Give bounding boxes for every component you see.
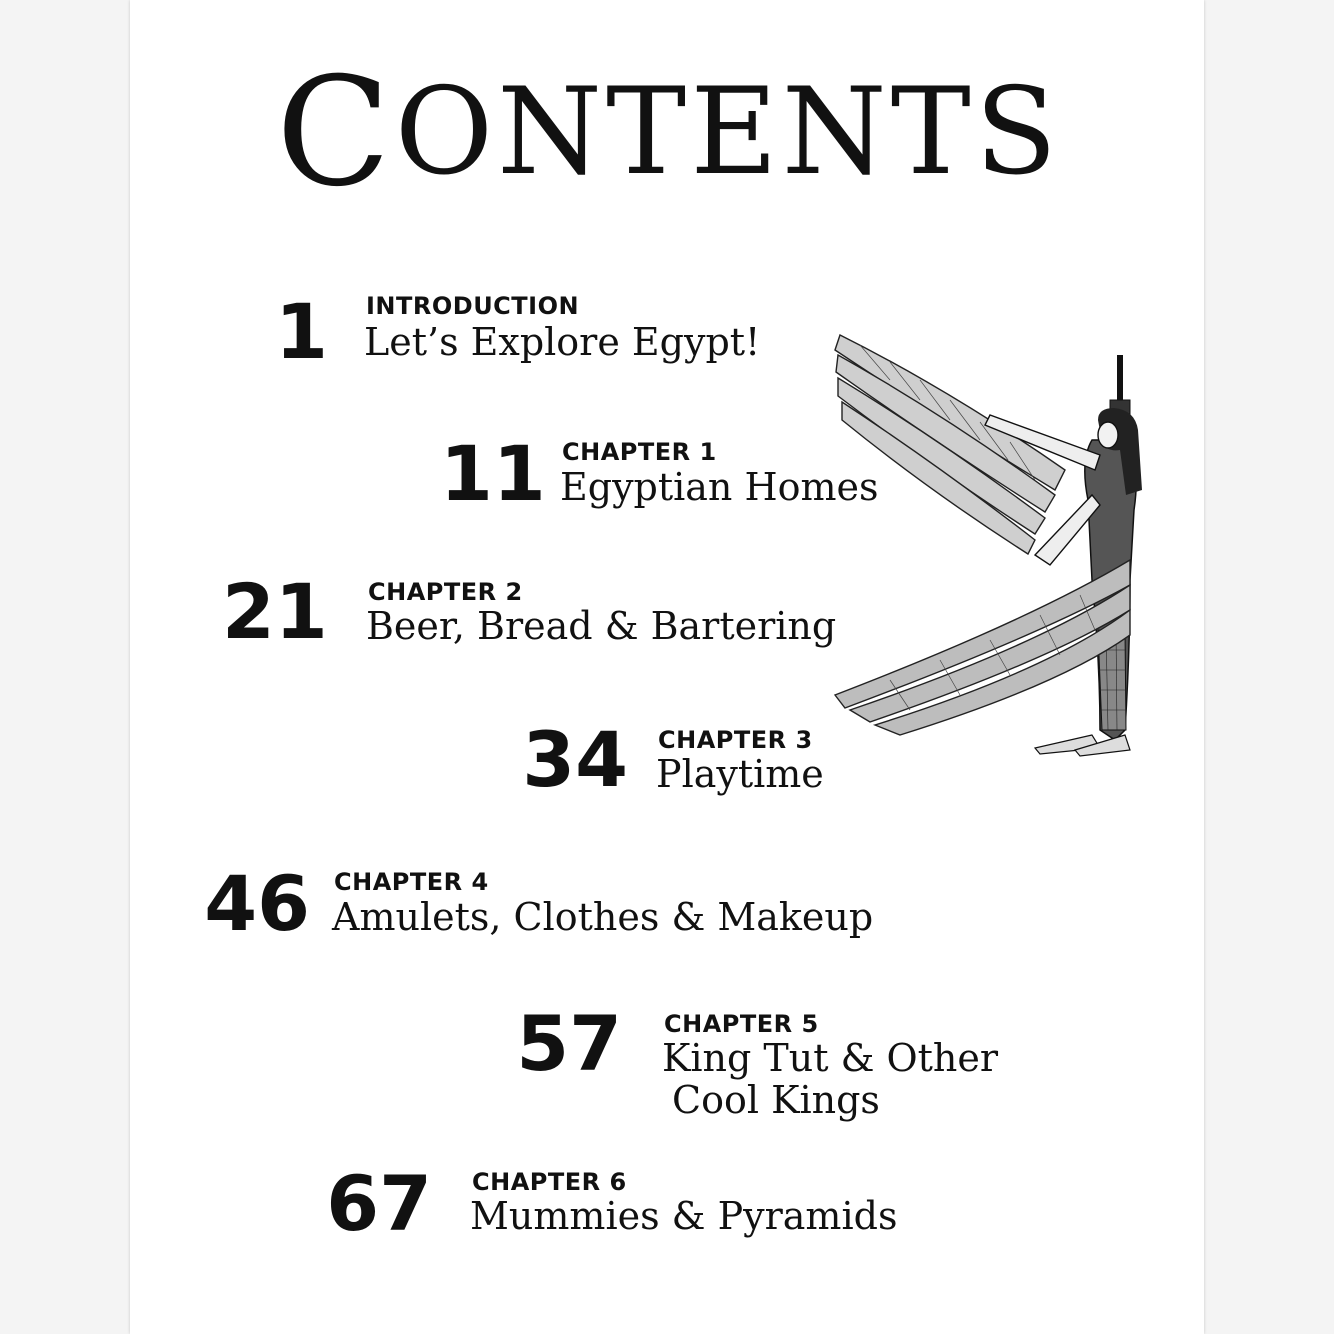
- chapter-title: Beer, Bread & Bartering: [366, 604, 837, 648]
- chapter-title: Mummies & Pyramids: [470, 1194, 898, 1238]
- page-number: 46: [192, 866, 310, 942]
- page-number: 34: [516, 722, 628, 798]
- chapter-label: CHAPTER 6: [472, 1168, 627, 1196]
- page-number: 21: [222, 567, 328, 656]
- page-number: 11: [440, 429, 546, 518]
- chapter-title-line-2: Cool Kings: [672, 1078, 880, 1122]
- chapter-label: INTRODUCTION: [366, 292, 580, 320]
- chapter-title: Amulets, Clothes & Makeup: [332, 895, 874, 939]
- chapter-title: Egyptian Homes: [560, 465, 879, 509]
- chapter-title: Playtime: [656, 752, 824, 796]
- chapter-label: CHAPTER 5: [664, 1010, 819, 1038]
- page-title: [276, 46, 1062, 220]
- chapter-label: CHAPTER 2: [368, 578, 523, 606]
- page-number: 67: [320, 1166, 432, 1242]
- chapter-label: CHAPTER 3: [658, 726, 813, 754]
- chapter-title: Let’s Explore Egypt!: [364, 320, 761, 364]
- chapter-label: CHAPTER 4: [334, 868, 489, 896]
- winged-goddess-isis-icon: [830, 330, 1160, 760]
- title-first-letter: C: [276, 46, 391, 220]
- page-number: 57: [516, 999, 622, 1088]
- page-number: 1: [268, 294, 328, 370]
- chapter-title-line-1: King Tut & Other: [662, 1036, 999, 1080]
- chapter-label: CHAPTER 1: [562, 438, 717, 466]
- title-rest: ONTENTS: [394, 63, 1062, 202]
